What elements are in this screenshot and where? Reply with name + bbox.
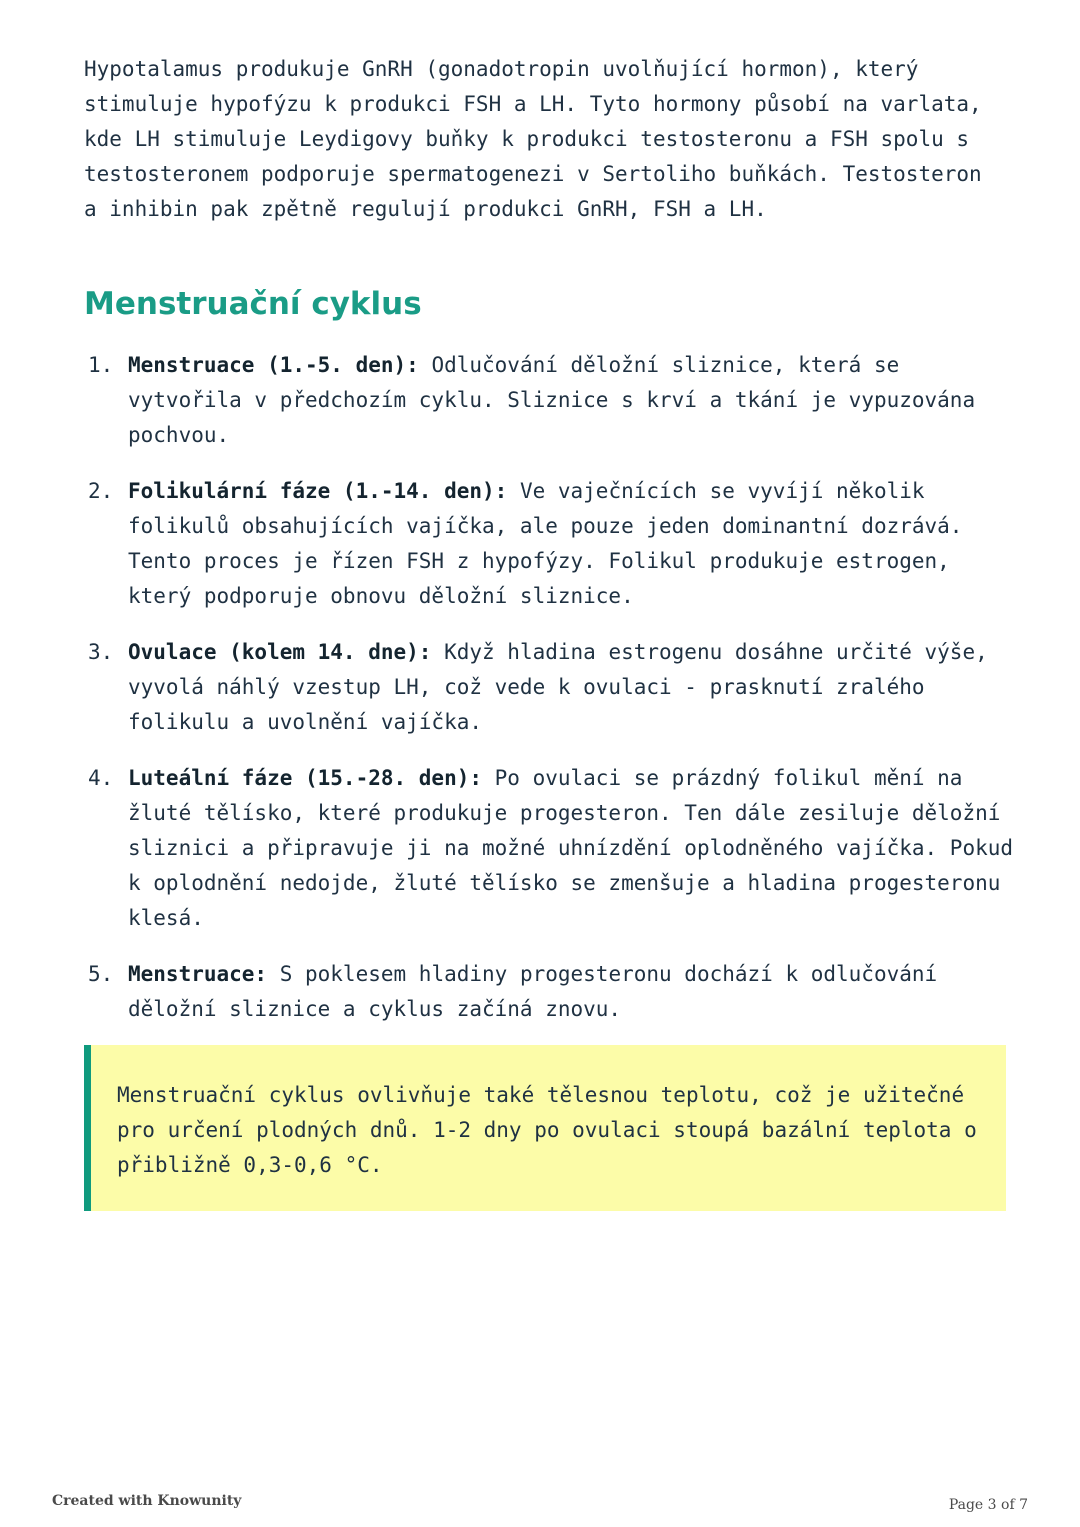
phase-term: Menstruace: (128, 962, 268, 986)
phase-text: Odlučování děložní sliznice, která se vytvořila v předchozím cyklu. Sliznice s krví a tkání je vypuzována pochvou. (128, 353, 976, 447)
phase-item (88, 348, 1023, 453)
phase-term: Menstruace (1.-5. den): (128, 353, 419, 377)
phase-number: 5. (88, 962, 114, 986)
phase-text: Když hladina estrogenu dosáhne určité výše, vyvolá náhlý vzestup LH, což vede k ovulaci - prasknutí zralého folikulu a uvolnění vajíčka. (128, 640, 988, 734)
section-heading: Menstruační cyklus (84, 286, 422, 322)
phase-number: 4. (88, 766, 114, 790)
phase-number: 1. (88, 353, 114, 377)
phase-number: 2. (88, 479, 114, 503)
info-callout (84, 1045, 1006, 1211)
phase-text: Ve vaječnících se vyvíjí několik folikulů obsahujících vajíčka, ale pouze jeden dominantní dozrává. Tento proces je řízen FSH z hypofýzy. Folikul produkuje estrogen, který podporuje obnovu děložní sliznice. (128, 479, 963, 608)
footer-credit: Created with Knowunity (52, 1493, 242, 1509)
phase-number: 3. (88, 640, 114, 664)
phase-term: Luteální fáze (15.-28. den): (128, 766, 483, 790)
page-number: Page 3 of 7 (948, 1497, 1028, 1513)
phase-term: Folikulární fáze (1.-14. den): (128, 479, 508, 503)
phase-item (88, 957, 1023, 1027)
phase-text: S poklesem hladiny progesteronu dochází k odlučování děložní sliznice a cyklus začíná znovu. (128, 962, 938, 1021)
phase-item (88, 474, 1023, 614)
phase-term: Ovulace (kolem 14. dne): (128, 640, 432, 664)
callout-text: Menstruační cyklus ovlivňuje také tělesnou teplotu, což je užitečné pro určení plodných dnů. 1-2 dny po ovulaci stoupá bazální teplota o přibližně 0,3-0,6 °C. (117, 1083, 977, 1177)
intro-paragraph: Hypotalamus produkuje GnRH (gonadotropin uvolňující hormon), který stimuluje hypofýzu k produkci FSH a LH. Tyto hormony působí na varlata, kde LH stimuluje Leydigovy buňky k produkci testosteronu a FSH spolu s testosteronem podporuje spermatogenezi v Sertoliho buňkách. Testosteron a inhibin pak zpětně regulují produkci GnRH, FSH a LH. (84, 57, 982, 221)
phase-item (88, 761, 1023, 936)
phase-item (88, 635, 1023, 740)
phase-text: Po ovulaci se prázdný folikul mění na žluté tělísko, které produkuje progesteron. Ten dále zesiluje děložní sliznici a připravuje ji na možné uhnízdění oplodněného vajíčka. Pokud k oplodnění nedojde, žluté tělísko se zmenšuje a hladina progesteronu klesá. (128, 766, 1014, 930)
